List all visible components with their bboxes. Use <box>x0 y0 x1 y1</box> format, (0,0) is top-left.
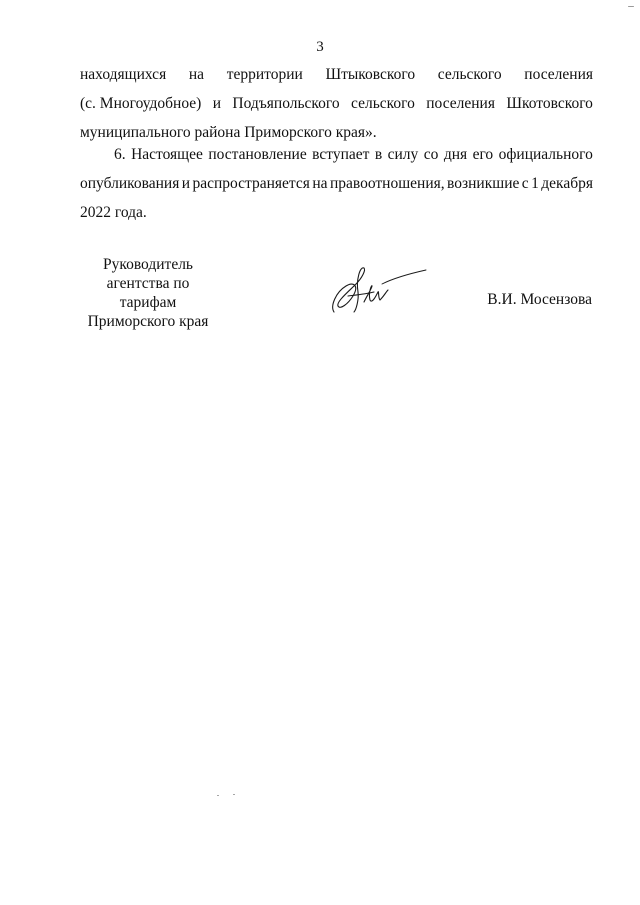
position-line: Приморского края <box>87 313 209 330</box>
word: поселения <box>524 66 593 83</box>
page-number: 3 <box>316 39 324 55</box>
word: сельского <box>437 66 502 83</box>
word: Настоящее <box>131 146 203 163</box>
word: (с. Многоудобное) <box>80 95 202 112</box>
text-line <box>80 60 593 89</box>
word: декабря <box>541 175 593 192</box>
word: опубликования <box>80 175 180 192</box>
word: и <box>181 175 191 192</box>
word: распространяется <box>192 175 310 192</box>
word: находящихся <box>80 66 167 83</box>
paragraph-item-6 <box>80 140 593 227</box>
word: силу <box>387 146 419 163</box>
item-number: 6. <box>114 146 126 163</box>
text-line <box>80 140 593 169</box>
word: на <box>312 175 328 192</box>
word: его <box>472 146 494 163</box>
word: территории <box>226 66 303 83</box>
handwritten-signature <box>326 262 430 318</box>
word: дня <box>443 146 468 163</box>
word: Подъяпольского <box>232 95 340 112</box>
scan-artifact <box>628 6 634 7</box>
position-line: агентства по тарифам <box>106 275 190 311</box>
position-line: Руководитель <box>102 256 194 273</box>
text-line <box>80 89 593 118</box>
signatory-position <box>78 255 218 331</box>
word: постановление <box>208 146 307 163</box>
word: в <box>374 146 383 163</box>
word: Шкотовского <box>506 95 593 112</box>
paragraph-continuation <box>80 60 593 147</box>
word: возникшие <box>447 175 520 192</box>
word: официального <box>498 146 593 163</box>
word: сельского <box>351 95 415 112</box>
word: на <box>188 66 205 83</box>
word: с <box>521 175 529 192</box>
word: поселения <box>426 95 495 112</box>
scan-artifact <box>217 795 219 796</box>
word: Штыковского <box>325 66 416 83</box>
word: 1 <box>531 175 539 192</box>
word: правоотношения, <box>329 175 445 192</box>
signer-name: В.И. Мосензова <box>487 291 592 308</box>
scan-artifact <box>233 794 235 795</box>
word: вступает <box>312 146 370 163</box>
word: и <box>212 95 221 112</box>
text-line: 2022 года. <box>80 204 147 221</box>
text-line: муниципального района Приморского края». <box>80 124 377 141</box>
word: со <box>423 146 439 163</box>
text-line <box>80 169 593 198</box>
